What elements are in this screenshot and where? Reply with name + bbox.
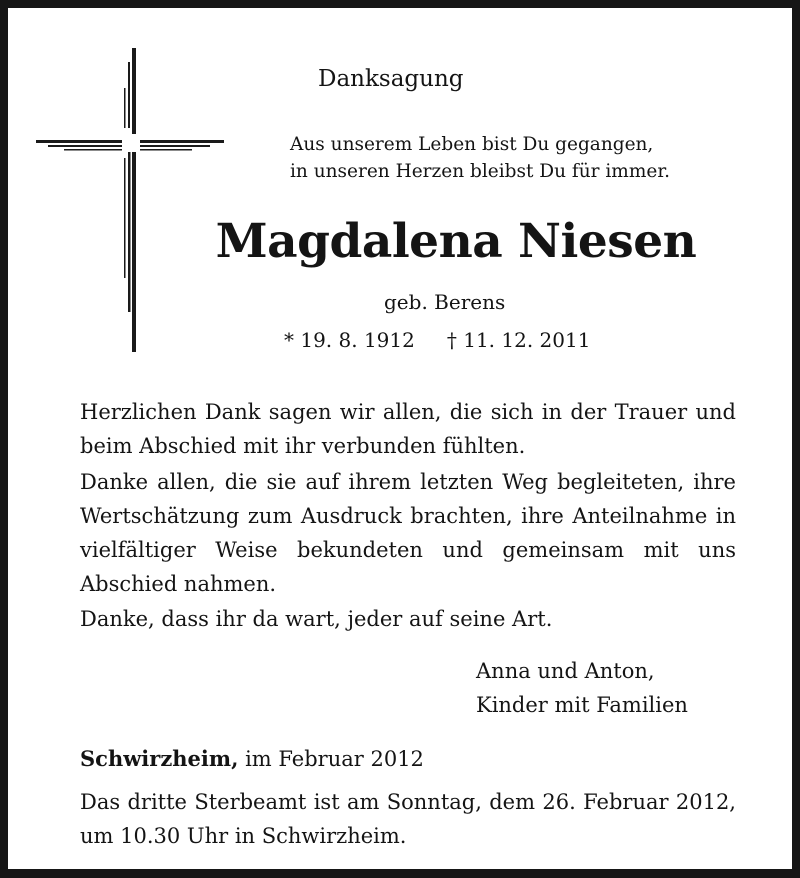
verse [290, 131, 670, 185]
verse-line: Aus unserem Leben bist Du gegangen, [290, 134, 654, 155]
birth-name: geb. Berens [384, 290, 506, 314]
place-date [80, 746, 424, 771]
life-dates [284, 328, 590, 352]
thanks-paragraph: Danke allen, die sie auf ihrem letzten Weg begleiteten, ihre Wertschätzung zum Ausdruck brachten, ihre Anteilnahme in vielfältiger Weise bekundeten und gemeinsam mit uns Abschied nahmen. [80, 470, 736, 596]
birth-date: * 19. 8. 1912 [284, 328, 415, 352]
thanks-paragraph: Herzlichen Dank sagen wir allen, die sich in der Trauer und beim Abschied mit ihr verbunden fühlten. [80, 400, 736, 458]
thanks-paragraph: Danke, dass ihr da wart, jeder auf seine Art. [80, 607, 553, 631]
service-note: Das dritte Sterbeamt ist am Sonntag, dem 26. Februar 2012, um 10.30 Uhr in Schwirzheim. [80, 790, 736, 848]
death-date: † 11. 12. 2011 [446, 328, 591, 352]
date-text: im Februar 2012 [238, 747, 424, 771]
signature-line: Anna und Anton, [476, 659, 655, 683]
signature-line: Kinder mit Familien [476, 693, 688, 717]
cross-icon [34, 48, 226, 353]
page-title: Danksagung [318, 66, 464, 92]
place-name: Schwirzheim, [80, 746, 239, 771]
signature [476, 654, 688, 722]
deceased-name: Magdalena Niesen [215, 214, 697, 269]
verse-line: in unseren Herzen bleibst Du für immer. [290, 161, 671, 182]
